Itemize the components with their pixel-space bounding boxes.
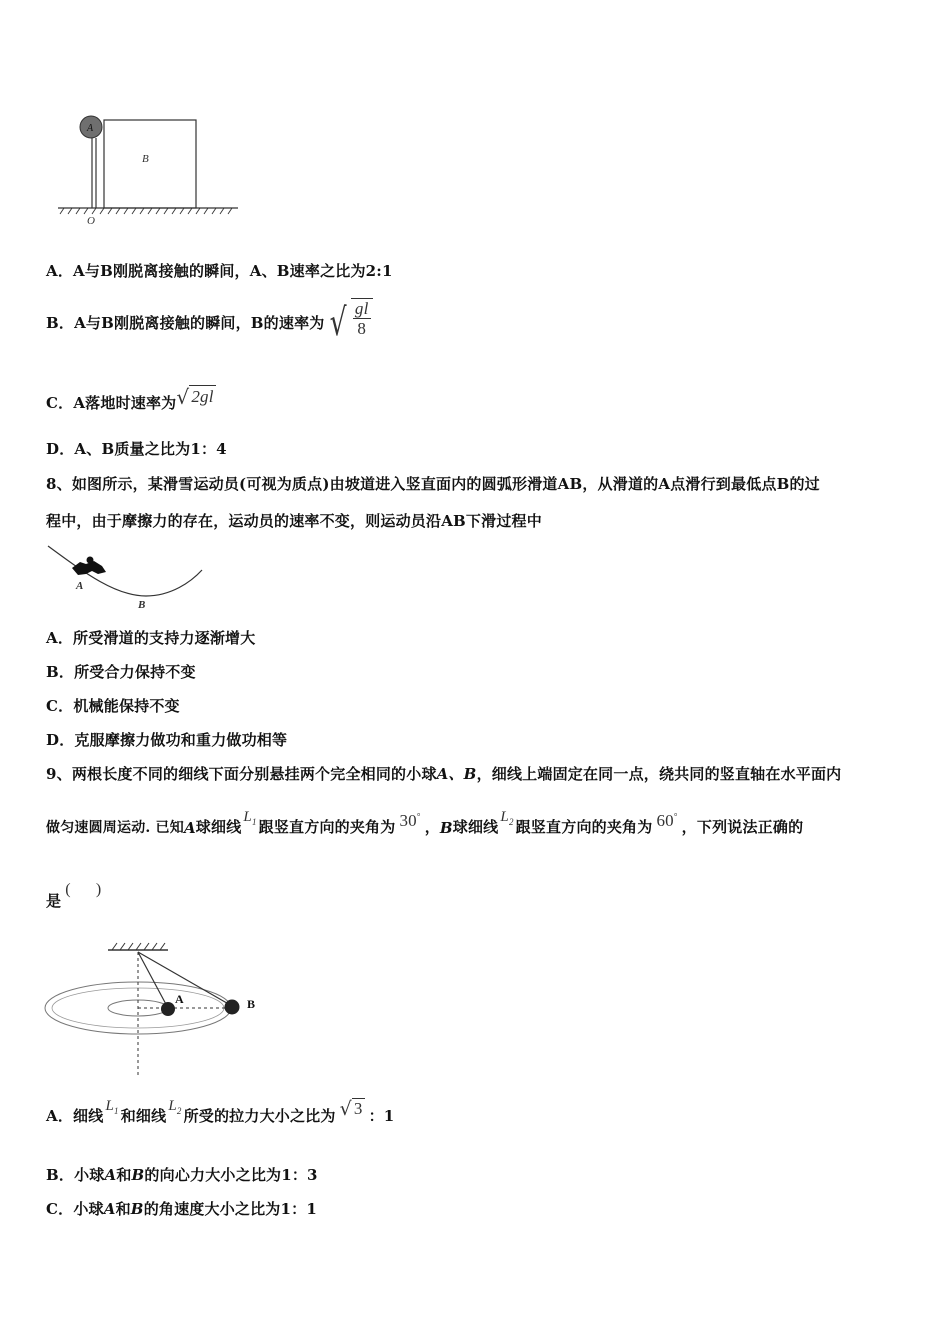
q8-option-d: D．克服摩擦力做功和重力做功相等 [46,731,288,749]
fig1-label-b: B [142,153,149,165]
q8-option-c: C．机械能保持不变 [46,697,180,715]
q9-option-b: B．小球A和B的向心力大小之比为1：3 [46,1166,318,1184]
q7-option-b: B．A与B刚脱离接触的瞬间，B的速率为 √ $\frac{gl}{8}$ [46,298,373,346]
fig2-label-b: B [138,599,146,611]
q7-option-c: C．A落地时速率为 √ 2gl [46,384,214,412]
fig1-label-a: A [87,123,94,134]
q8-stem-line2: 程中，由于摩擦力的存在，运动员的速率不变，则运动员沿AB下滑过程中 [46,512,542,530]
q9-stem-line1: 9、两根长度不同的细线下面分别悬挂两个完全相同的小球A、B，细线上端固定在同一点，绕共同的竖直轴在水平面内 [46,765,842,783]
sqrt-2gl: √ 2gl [176,384,214,409]
ball-b [225,1000,240,1015]
q8-option-b: B．所受合力保持不变 [46,663,196,681]
q7-option-d: D．A、B质量之比为1：4 [46,440,227,458]
q8-stem-line1: 8、如图所示，某滑雪运动员(可视为质点)由坡道进入竖直面内的圆弧形滑道AB，从滑道的A点滑行到最低点B的过 [46,475,820,493]
q7-option-a: A．A与B刚脱离接触的瞬间，A、B速率之比为2:1 [46,262,393,280]
fig1-label-o: O [87,215,95,227]
figure-ski-track [46,544,206,614]
q8-option-a: A．所受滑道的支持力逐渐增大 [46,629,256,647]
figure-conical-pendulum [44,940,274,1080]
fig3-label-b: B [247,997,256,1011]
q9-stem-line2: 做匀速圆周运动. 已知 A 球细线 $L_1$ 跟竖直方向的夹角为 30° ， B 球细线 $L_2$ 跟竖直方向的夹角为 60° ，下列说法正确的 [46,809,804,837]
q9-option-a: A．细线 $L_1$ 和细线 $L_2$ 所受的拉力大小之比为 √ 3 ：1 [46,1098,395,1125]
q9-stem-line3: 是 ( ) [46,881,102,910]
q9-option-c: C．小球A和B的角速度大小之比为1：1 [46,1200,317,1218]
sqrt-fraction: √ $\frac{gl}{8}$ [326,298,372,346]
fig2-label-a: A [76,580,84,592]
sqrt-3: √ 3 [339,1098,363,1120]
ball-a [161,1002,175,1016]
fig3-label-a: A [175,992,184,1006]
figure-ball-block [58,110,248,230]
